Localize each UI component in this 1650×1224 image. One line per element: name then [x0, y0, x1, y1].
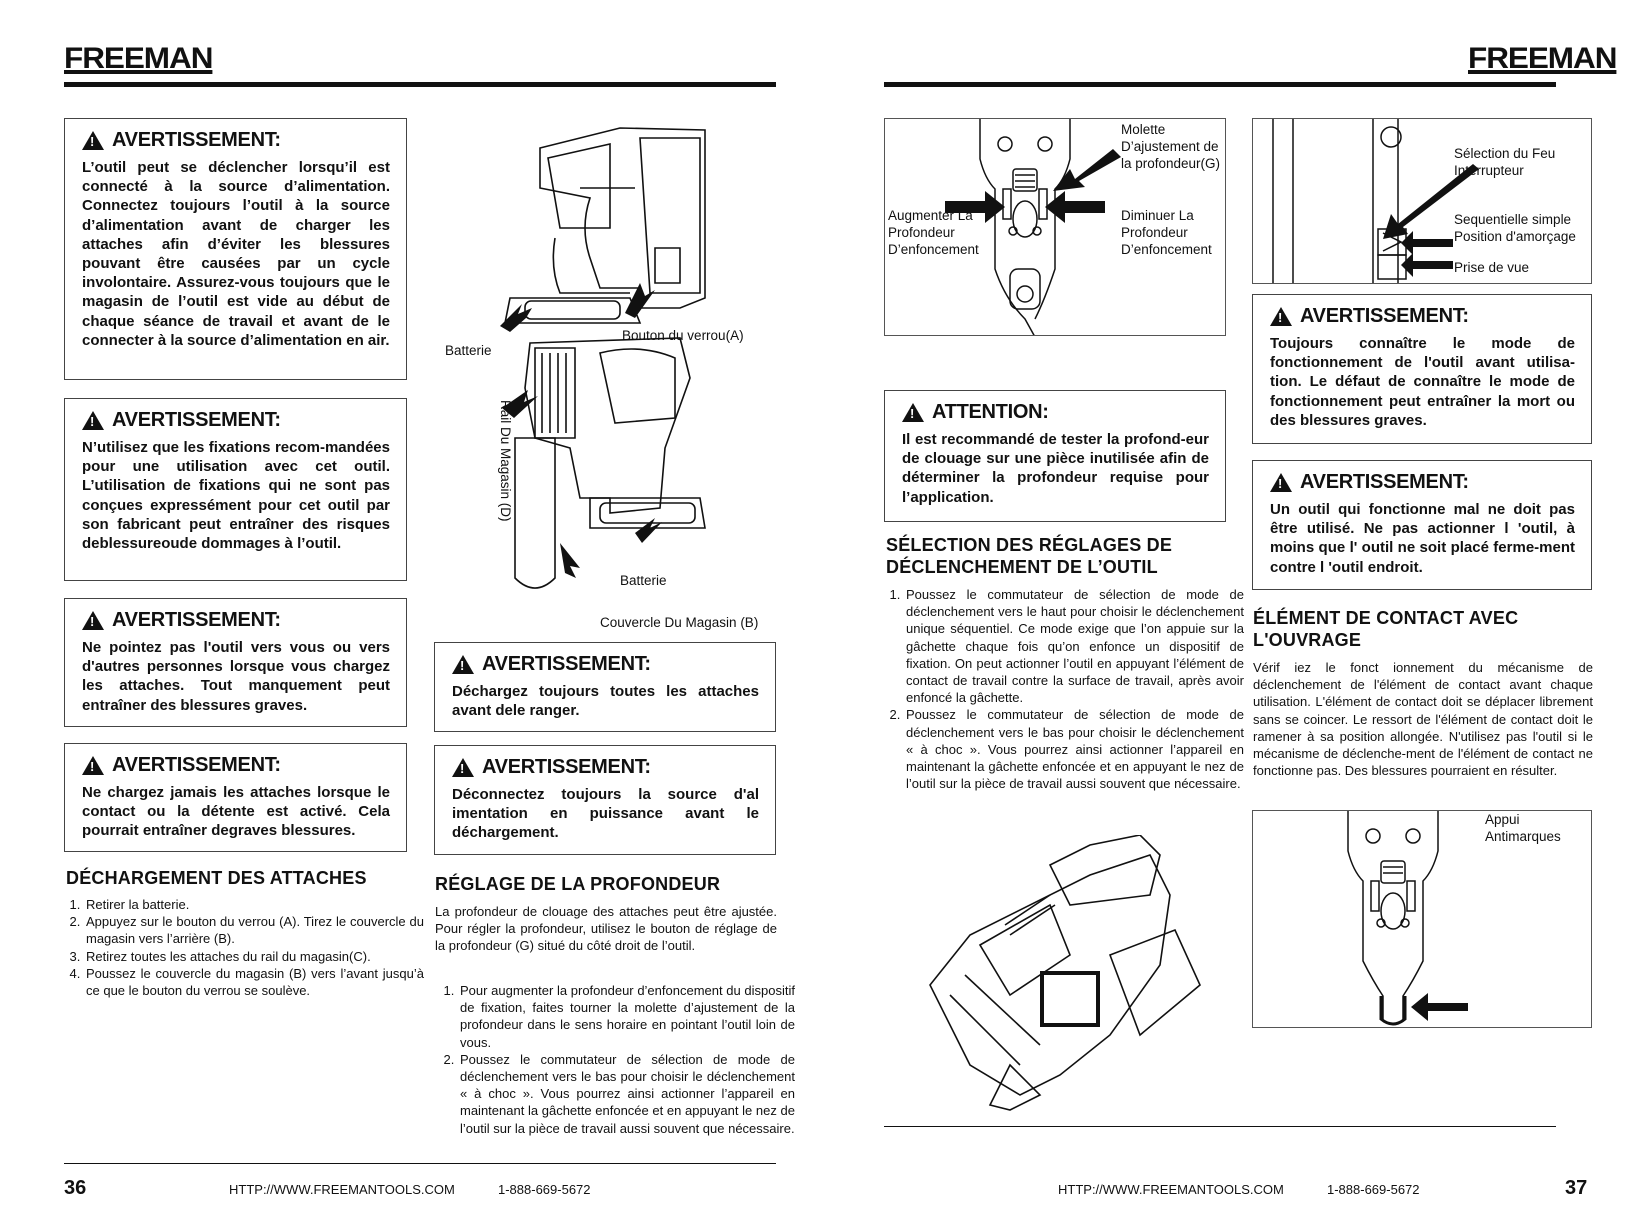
- section-heading-depth: RÉGLAGE DE LA PROFONDEUR: [435, 874, 721, 894]
- warning-text: L’outil peut se déclencher lorsqu’il est connecté à la source d’alimentation. Connectez toujours l’outil à la source d’alimentation avant de charger les attaches afin d’éviter les blessures pouvant être causées par un cycle involontaire. Assurez-vous toujours que le magasin de l’outil est vide au début de chaque séance de travail et avant de le connecter à la source d’alimentation en air.: [82, 159, 390, 349]
- warning-text: Ne chargez jamais les attaches lorsque le contact ou la détente est activé. Cela pourrait entraîner degraves blessures.: [82, 784, 390, 840]
- warning-text: Ne pointez pas l'outil vers vous ou vers d'autres personnes lorsque vous chargez les attaches. Tout manquement peut entraîner des blessures graves.: [82, 639, 390, 714]
- warning-box-store: [434, 642, 776, 732]
- label-sequential-position: Sequentielle simple Position d'amorçage: [1454, 212, 1576, 244]
- footer-url-left: HTTP://WWW.FREEMANTOOLS.COM: [229, 1182, 455, 1197]
- label-magazine-rail: Rail Du Magasin (D): [498, 400, 513, 522]
- depth-steps-list: [440, 982, 795, 1137]
- label-view: Prise de vue: [1454, 260, 1530, 275]
- warning-box-disconnect: [434, 745, 776, 855]
- footer-phone-right: 1-888-669-5672: [1327, 1182, 1420, 1197]
- warning-triangle-icon: [902, 403, 924, 422]
- label-decrease-depth: Diminuer La Profondeur D’enfoncement: [1121, 208, 1212, 257]
- footer-rule-right: [884, 1126, 1556, 1127]
- warning-title: AVERTISSEMENT:: [112, 409, 281, 431]
- warning-text: N’utilisez que les fixations recom-mandées pour une utilisation avec cet outil. L’utilisation de fixations qui ne sont pas conçues expressément pour cet outil par son fabricant peut entraîner des risques deblessureoude dommages à l’outil.: [82, 439, 390, 553]
- contact-paragraph: Vérif iez le fonct ionnement du mécanisme de déclenchement de l'élément de contact avant chaque utilisation. L'élément de contact doit se déplacer librement sans se coincer. Le ressort de l'élément de contact doit le ramener à sa position allongée. N'utilisez pas l'outil si le mécanisme de déclenche-ment de l'élément de contact ne fonctionne pas. Des blessures pourraient en résulter.: [1253, 660, 1593, 779]
- warning-title: AVERTISSEMENT:: [482, 756, 651, 778]
- attention-title: ATTENTION:: [932, 401, 1049, 423]
- list-item: 2. Appuyez sur le bouton du verrou (A). Tirez le couvercle du magasin vers l’arrière (B).: [84, 913, 424, 947]
- list-item: 1. Pour augmenter la profondeur d’enfoncement du dispositif de fixation, faites tourner la molette d’ajustement de la profondeur dans le sens horaire en pointant l’outil loin de vous.: [458, 982, 795, 1051]
- warning-triangle-icon: [452, 655, 474, 674]
- warning-text: Déconnectez toujours la source d'al imentation en puissance avant le déchargement.: [452, 786, 759, 842]
- list-item: 4. Poussez le couvercle du magasin (B) vers l’avant jusqu’à ce que le bouton du verrou se soulève.: [84, 965, 424, 999]
- figure-mode-selector: [1252, 118, 1592, 284]
- warning-box-pointing: [64, 598, 407, 727]
- warning-text: Déchargez toujours toutes les attaches avant dele ranger.: [452, 683, 759, 720]
- footer-rule-left: [64, 1163, 776, 1164]
- warning-triangle-icon: [1270, 307, 1292, 326]
- list-item: 1. Poussez le commutateur de sélection de mode de déclenchement vers le haut pour choisir le déclenchement unique séquentiel. Ce mode exige que l’on appuie sur la gâchette chaque fois qu’on enfonce un dispositif de fixation. On peut actionner l’outil en appuyant l’élément de contact de travail contre la surface de travail, après avoir enfoncé la gâchette.: [904, 586, 1244, 706]
- nailer-illustration: [440, 118, 780, 638]
- footer-phone-left: 1-888-669-5672: [498, 1182, 591, 1197]
- attention-box: [884, 390, 1226, 522]
- warning-title: AVERTISSEMENT:: [112, 754, 281, 776]
- warning-text: Toujours connaître le mode de fonctionnement de l'outil avant utilisa-tion. Le défaut de connaître le mode de fonctionnement peut entraîner la mort ou des blessures graves.: [1270, 335, 1575, 429]
- page-number-right: 37: [1565, 1177, 1588, 1199]
- unload-steps-list: [66, 896, 424, 999]
- warning-triangle-icon: [82, 411, 104, 430]
- warning-title: AVERTISSEMENT:: [112, 129, 281, 151]
- brand-logo-left: FREEMAN: [64, 42, 213, 75]
- depth-intro-paragraph: La profondeur de clouage des attaches peut être ajustée. Pour régler la profondeur, utilisez le bouton de réglage de la profondeur (G) situé du côté droit de l’outil.: [435, 904, 777, 954]
- warning-box-fixations: [64, 398, 407, 581]
- warning-triangle-icon: [82, 756, 104, 775]
- section-heading-unload: DÉCHARGEMENT DES ATTACHES: [66, 868, 367, 888]
- label-magazine-cover: Couvercle Du Magasin (B): [600, 615, 759, 630]
- warning-title: AVERTISSEMENT:: [112, 609, 281, 631]
- list-item: 2. Poussez le commutateur de sélection de mode de déclenchement vers le bas pour choisir le déclenchement « à choc ». Vous pourrez ainsi actionner l’appareil en maintenant la gâchette enfoncée et en appuyant le nez de l’outil sur la pièce de travail aussi souvent que nécessaire.: [458, 1051, 795, 1137]
- warning-triangle-icon: [1270, 473, 1292, 492]
- warning-triangle-icon: [82, 131, 104, 150]
- warning-title: AVERTISSEMENT:: [1300, 471, 1469, 493]
- header-rule-left: [64, 82, 776, 87]
- label-battery-bottom: Batterie: [620, 573, 667, 588]
- section-heading-contact: ÉLÉMENT DE CONTACT AVEC L'OUVRAGE: [1253, 608, 1519, 650]
- warning-box-mode: [1252, 294, 1592, 444]
- warning-box-charging: [64, 118, 407, 380]
- warning-text: Un outil qui fonctionne mal ne doit pas être utilisé. Ne pas actionner l 'outil, à moins que l' outil ne soit placé ferme-ment contre l 'outil endroit.: [1270, 501, 1575, 576]
- footer-url-right: HTTP://WWW.FREEMANTOOLS.COM: [1058, 1182, 1284, 1197]
- label-lock-button: Bouton du verrou(A): [622, 328, 744, 343]
- figure-depth-adjust: [884, 118, 1226, 336]
- list-item: 2. Poussez le commutateur de sélection de mode de déclenchement vers le bas pour choisir le déclenchement « à choc ». Vous pourrez ainsi actionner l’appareil en maintenant la gâchette enfoncée et en appuyant le nez de l’outil sur la pièce de travail aussi souvent que nécessaire.: [904, 706, 1244, 792]
- attention-text: Il est recommandé de tester la profond-eur de clouage sur une pièce inutilisée afin de déterminer la profondeur requise pour l’application.: [902, 431, 1209, 506]
- header-rule-right: [884, 82, 1556, 87]
- label-increase-depth: Augmenter La Profondeur D’enfoncement: [888, 208, 979, 257]
- warning-title: AVERTISSEMENT:: [482, 653, 651, 675]
- trigger-mode-steps-list: [886, 586, 1244, 792]
- page-number-left: 36: [64, 1177, 87, 1199]
- list-item: 1. Retirer la batterie.: [84, 896, 424, 913]
- brand-logo-right: FREEMAN: [1468, 42, 1617, 75]
- angled-tool-illustration: [910, 835, 1210, 1115]
- warning-box-malfunction: [1252, 460, 1592, 590]
- label-battery-top: Batterie: [445, 343, 492, 358]
- figure-contact-element: [1252, 810, 1592, 1028]
- warning-triangle-icon: [452, 758, 474, 777]
- warning-box-trigger: [64, 743, 407, 852]
- list-item: 3. Retirez toutes les attaches du rail du magasin(C).: [84, 948, 424, 965]
- label-fire-selector: Sélection du Feu Interrupteur: [1454, 146, 1556, 178]
- section-heading-trigger-mode: SÉLECTION DES RÉGLAGES DE DÉCLENCHEMENT DE L’OUTIL: [886, 535, 1173, 577]
- label-depth-wheel: Molette D’ajustement de la profondeur(G): [1121, 122, 1221, 171]
- warning-triangle-icon: [82, 611, 104, 630]
- label-anti-mar-pad: Appui Antimarques: [1485, 812, 1561, 844]
- warning-title: AVERTISSEMENT:: [1300, 305, 1469, 327]
